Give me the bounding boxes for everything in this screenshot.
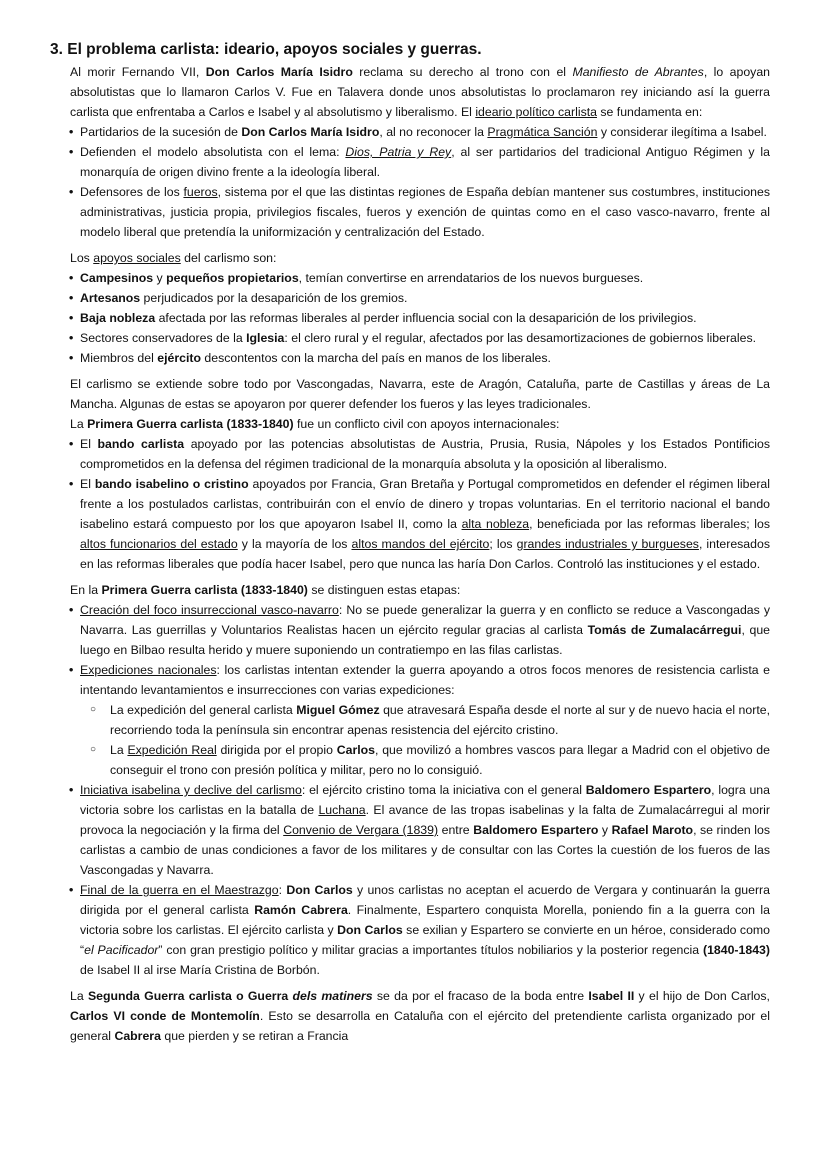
text-run: que atravesará España desde el norte al sur y de nuevo hacia el norte, recorriendo toda la península sin encontrar apenas resistencia del ejército cristino. bbox=[110, 703, 770, 737]
text-run: Baldomero Espartero bbox=[585, 783, 712, 797]
text-run: : los carlistas intentan extender la guerra apoyando a otros focos menores de resistencia carlista e intentando levantamientos e insurrecciones con varias expediciones: bbox=[80, 663, 770, 697]
text-run: perjudicados por la desaparición de los gremios. bbox=[140, 291, 408, 305]
text-run: dels matiners bbox=[292, 989, 373, 1003]
text-run: Primera Guerra carlista (1833-1840) bbox=[87, 417, 294, 431]
text-run: Expediciones nacionales bbox=[80, 663, 217, 677]
text-run: La bbox=[110, 743, 128, 757]
text-run: Rafael Maroto bbox=[611, 823, 694, 837]
ideario-item bbox=[70, 122, 770, 142]
etapa-item bbox=[70, 600, 770, 660]
apoyos-item bbox=[70, 348, 770, 368]
text-run: . Finalmente, Espartero conquista Morella, poniendo fin a la guerra con la victoria sobre los carlistas. El ejército carlista y bbox=[80, 903, 770, 937]
text-run: , que luego en Bilbao resulta herido y muere suponiendo un contratiempo en las filas carlistas. bbox=[80, 623, 770, 657]
document-body bbox=[70, 62, 770, 1046]
text-run: el Pacificador bbox=[84, 943, 159, 957]
text-run: En la bbox=[70, 583, 102, 597]
text-run: , beneficiada por las reformas liberales; los bbox=[529, 517, 770, 531]
expedicion-item bbox=[90, 700, 770, 740]
ideario-item bbox=[70, 142, 770, 182]
text-run: Iglesia bbox=[246, 331, 285, 345]
text-run: : No se puede generalizar la guerra y en conflicto se reduce a Vascongadas y Navarra. Las guerrillas y Voluntarios Realistas hacen un ejército regular gracias al carlista bbox=[80, 603, 770, 637]
text-run: El carlismo se extiende sobre todo por Vascongadas, Navarra, este de Aragón, Cataluña, parte de Castillas y áreas de La Mancha. Algunas de estas se apoyaron por querer defender los fueros y las leyes tradicionales. bbox=[70, 377, 770, 411]
text-run: Campesinos bbox=[80, 271, 154, 285]
intro-paragraph bbox=[70, 62, 770, 122]
etapas-intro bbox=[70, 580, 770, 600]
text-run: Carlos bbox=[336, 743, 376, 757]
text-run: Carlos VI conde de Montemolín bbox=[70, 1009, 260, 1023]
text-run: Artesanos bbox=[80, 291, 141, 305]
text-run: (1840-1843) bbox=[702, 943, 770, 957]
text-run: Sectores conservadores de la bbox=[80, 331, 247, 345]
apoyos-intro bbox=[70, 248, 770, 268]
text-run: y la mayoría de los bbox=[237, 537, 352, 551]
text-run: ” con gran prestigio político y militar gracias a importantes títulos nobiliarios y la posterior regencia bbox=[158, 943, 703, 957]
apoyos-item bbox=[70, 308, 770, 328]
text-run: se exilian y Espartero se convierte en un héroe, considerado como “ bbox=[80, 923, 771, 957]
text-run: se fundamenta en: bbox=[596, 105, 703, 119]
text-run: , logra una victoria sobre los carlistas en la batalla de bbox=[80, 783, 770, 817]
text-run: Segunda Guerra carlista o Guerra bbox=[87, 989, 293, 1003]
text-run: entre bbox=[438, 823, 474, 837]
apoyos-item bbox=[70, 288, 770, 308]
text-run: , al ser partidarios del tradicional Antiguo Régimen y la monarquía de origen divino frente a la ideología liberal. bbox=[80, 145, 771, 179]
text-run: La bbox=[70, 989, 88, 1003]
text-run: Miguel Gómez bbox=[296, 703, 380, 717]
text-run: y considerar ilegítima a Isabel. bbox=[597, 125, 767, 139]
etapa-text bbox=[80, 663, 770, 697]
text-run: altos mandos del ejército bbox=[351, 537, 490, 551]
text-run: pequeños propietarios bbox=[166, 271, 299, 285]
text-run: afectada por las reformas liberales al perder influencia social con la desaparición de los privilegios. bbox=[155, 311, 697, 325]
segunda-guerra-paragraph bbox=[70, 986, 770, 1046]
text-run: Defienden el modelo absolutista con el lema: bbox=[80, 145, 346, 159]
apoyos-list bbox=[70, 268, 770, 368]
expedicion-item bbox=[90, 740, 770, 780]
text-run: Convenio de Vergara (1839) bbox=[283, 823, 439, 837]
text-run: altos funcionarios del estado bbox=[80, 537, 238, 551]
text-run: descontentos con la marcha del país en manos de los liberales. bbox=[200, 351, 551, 365]
primera-guerra-intro bbox=[70, 414, 770, 434]
etapa-item bbox=[70, 660, 770, 780]
text-run: Expedición Real bbox=[127, 743, 217, 757]
text-run: Don Carlos María Isidro bbox=[205, 65, 353, 79]
text-run: Cabrera bbox=[114, 1029, 161, 1043]
text-run: ideario político carlista bbox=[475, 105, 597, 119]
text-run: , al no reconocer la bbox=[379, 125, 488, 139]
text-run: La bbox=[70, 417, 88, 431]
text-run: Iniciativa isabelina y declive del carlismo bbox=[80, 783, 302, 797]
bando-item bbox=[70, 474, 770, 574]
apoyos-item bbox=[70, 328, 770, 348]
text-run: : el ejército cristino toma la iniciativa con el general bbox=[301, 783, 586, 797]
text-run: , que movilizó a hombres vascos para llegar a Madrid con el objetivo de conseguir el trono con presión política y militar, pero no lo consiguió. bbox=[110, 743, 770, 777]
expediciones-list bbox=[80, 700, 770, 780]
text-run: Partidarios de la sucesión de bbox=[80, 125, 242, 139]
text-run: y bbox=[153, 271, 167, 285]
text-run: Ramón Cabrera bbox=[254, 903, 348, 917]
text-run: bando isabelino o cristino bbox=[94, 477, 249, 491]
text-run: Los bbox=[70, 251, 94, 265]
text-run: bando carlista bbox=[97, 437, 185, 451]
extension-paragraph bbox=[70, 374, 770, 414]
ideario-item bbox=[70, 182, 770, 242]
text-run: de Isabel II al irse María Cristina de Borbón. bbox=[80, 963, 320, 977]
text-run: alta nobleza bbox=[461, 517, 530, 531]
text-run: . El avance de las tropas isabelinas y la falta de Zumalacárregui al morir provoca la negociación y la firma del bbox=[80, 803, 770, 837]
text-run: , sistema por el que las distintas regiones de España debían mantener sus costumbres, instituciones administrativas, justicia propia, privilegios fiscales, fueros y exención de quintas como en el caso vasco-navarro, frente al modelo liberal que pretendía la uniformización y centralización del Estado. bbox=[80, 185, 771, 239]
etapa-item bbox=[70, 880, 770, 980]
text-run: , interesados en las reformas liberales que podía hacer Isabel, pero que nunca las haría Don Carlos. Controló las instituciones y el estado. bbox=[80, 537, 770, 571]
text-run: Don Carlos bbox=[286, 883, 353, 897]
etapas-list bbox=[70, 600, 770, 980]
text-run: Isabel II bbox=[588, 989, 635, 1003]
section-title: 3. El problema carlista: ideario, apoyos sociales y guerras. bbox=[50, 41, 482, 58]
bandos-list bbox=[70, 434, 770, 574]
bando-item bbox=[70, 434, 770, 474]
ideario-list bbox=[70, 122, 770, 242]
text-run: : bbox=[278, 883, 287, 897]
text-run: Luchana bbox=[318, 803, 366, 817]
text-run: apoyos sociales bbox=[93, 251, 181, 265]
text-run: Final de la guerra en el Maestrazgo bbox=[80, 883, 279, 897]
text-run: y bbox=[598, 823, 612, 837]
text-run: y unos carlistas no aceptan el acuerdo de Vergara y continuarán la guerra dirigida por el general carlista bbox=[80, 883, 770, 917]
text-run: Primera Guerra carlista (1833-1840) bbox=[101, 583, 308, 597]
etapa-item bbox=[70, 780, 770, 880]
text-run: Manifiesto de Abrantes bbox=[572, 65, 704, 79]
text-run: ; los bbox=[489, 537, 517, 551]
text-run: fue un conflicto civil con apoyos internacionales: bbox=[293, 417, 560, 431]
text-run: grandes industriales y burgueses bbox=[516, 537, 699, 551]
text-run: Baldomero Espartero bbox=[473, 823, 599, 837]
text-run: apoyados por Francia, Gran Bretaña y Portugal comprometidos en defender el régimen liberal frente a los postulados carlistas, contribuirán con el envío de dinero y tropas voluntarias. En el territorio nacional el bando isabelino estará compuesto por los que apoyaron Isabel II, como la bbox=[80, 477, 770, 531]
text-run: Don Carlos bbox=[337, 923, 403, 937]
text-run: Don Carlos María Isidro bbox=[241, 125, 380, 139]
text-run: dirigida por el propio bbox=[216, 743, 337, 757]
text-run: ejército bbox=[157, 351, 201, 365]
text-run: Miembros del bbox=[80, 351, 158, 365]
text-run: Al morir Fernando VII, bbox=[70, 65, 206, 79]
text-run: La expedición del general carlista bbox=[110, 703, 297, 717]
text-run: Creación del foco insurreccional vasco-navarro bbox=[80, 603, 339, 617]
text-run: Tomás de Zumalacárregui bbox=[587, 623, 742, 637]
text-run: , se rinden los carlistas a cambio de unas condiciones a favor de los militares y de consultar con las Cortes la cuestión de los fueros de las Vascongadas y Navarra. bbox=[80, 823, 770, 877]
apoyos-item bbox=[70, 268, 770, 288]
text-run: y el hijo de Don Carlos, bbox=[634, 989, 770, 1003]
text-run: se distinguen estas etapas: bbox=[307, 583, 461, 597]
text-run: reclama su derecho al trono con el bbox=[352, 65, 573, 79]
text-run: que pierden y se retiran a Francia bbox=[160, 1029, 349, 1043]
text-run: Dios, Patria y Rey bbox=[345, 145, 452, 159]
text-run: del carlismo son: bbox=[180, 251, 277, 265]
text-run: Defensores de los bbox=[80, 185, 184, 199]
text-run: El bbox=[80, 477, 95, 491]
text-run: Baja nobleza bbox=[80, 311, 156, 325]
text-run: : el clero rural y el regular, afectados por las desamortizaciones de gobiernos liberales. bbox=[284, 331, 757, 345]
text-run: apoyado por las potencias absolutistas de Austria, Prusia, Rusia, Nápoles y los Estados Pontificios comprometidos en la defensa del régimen tradicional de la monarquía absoluta y la oposición al liberalismo. bbox=[80, 437, 771, 471]
text-run: se da por el fracaso de la boda entre bbox=[372, 989, 589, 1003]
text-run: fueros bbox=[183, 185, 218, 199]
text-run: Pragmática Sanción bbox=[487, 125, 598, 139]
text-run: El bbox=[80, 437, 98, 451]
text-run: , temían convertirse en arrendatarios de los nuevos burgueses. bbox=[298, 271, 644, 285]
text-run: , lo apoyan absolutistas que lo llamaron Carlos V. Fue en Talavera donde unos absolutistas lo proclamaron rey iniciando así la guerra carlista que enfrentaba a Carlos e Isabel y al absolutismo y liberalismo. El bbox=[70, 65, 771, 119]
text-run: . Esto se desarrolla en Cataluña con el ejército del pretendiente carlista organizado por el general bbox=[70, 1009, 771, 1043]
